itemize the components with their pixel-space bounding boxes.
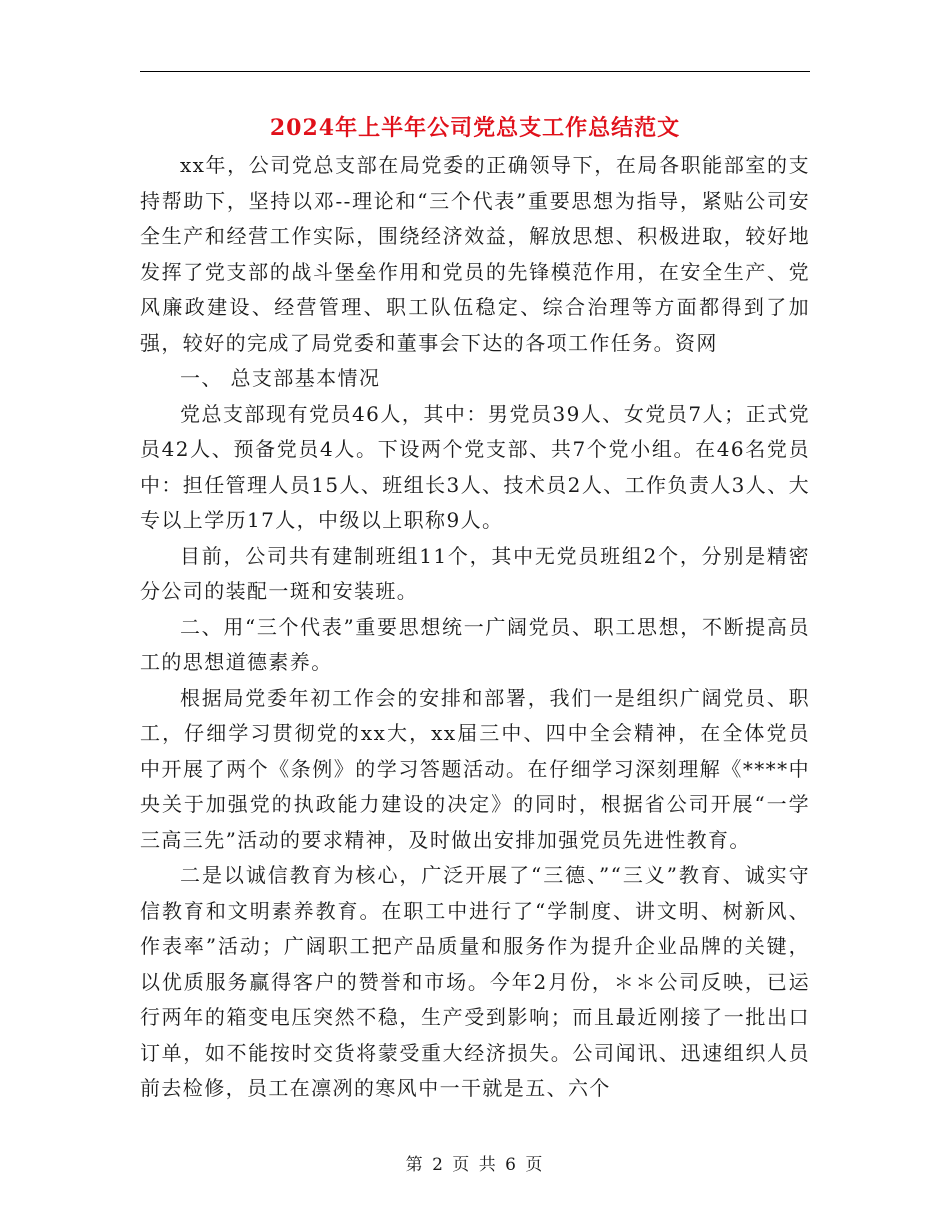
paragraph-teams: 目前，公司共有建制班组11个，其中无党员班组2个，分别是精密分公司的装配一斑和安装班。	[140, 543, 810, 603]
section-heading-2: 二、用“三个代表”重要思想统一广阔党员、职工思想，不断提高员工的思想道德素养。	[140, 614, 810, 674]
document-body	[140, 148, 810, 1107]
section-heading-1: 一、 总支部基本情况	[180, 366, 381, 390]
paragraph-study: 根据局党委年初工作会的安排和部署，我们一是组织广阔党员、职工，仔细学习贯彻党的xx大，xx届三中、四中全会精神，在全体党员中开展了两个《条例》的学习答题活动。在仔细学习深刻理解《****中央关于加强党的执政能力建设的决定》的同时，根据省公司开展“一学三高三先”活动的要求精神，及时做出安排加强党员先进性教育。	[140, 685, 810, 852]
paragraph-membership: 党总支部现有党员46人，其中：男党员39人、女党员7人；正式党员42人、预备党员4人。下设两个党支部、共7个党小组。在46名党员中：担任管理人员15人、班组长3人、技术员2人、工作负责人3人、大专以上学历17人，中级以上职称9人。	[140, 401, 810, 532]
paragraph-intro: xx年，公司党总支部在局党委的正确领导下，在局各职能部室的支持帮助下，坚持以邓--理论和“三个代表”重要思想为指导，紧贴公司安全生产和经营工作实际，围绕经济效益，解放思想、积极进取，较好地发挥了党支部的战斗堡垒作用和党员的先锋模范作用，在安全生产、党风廉政建设、经营管理、职工队伍稳定、综合治理等方面都得到了加强，较好的完成了局党委和董事会下达的各项工作任务。资网	[140, 153, 810, 355]
document-title: 2024年上半年公司党总支工作总结范文	[269, 115, 681, 141]
paragraph-integrity: 二是以诚信教育为核心，广泛开展了“三德、”“三义”教育、诚实守信教育和文明素养教育。在职工中进行了“学制度、讲文明、树新风、作表率”活动；广阔职工把产品质量和服务作为提升企业品牌的关键，以优质服务赢得客户的赞誉和市场。今年2月份，＊＊公司反映，已运行两年的箱变电压突然不稳，生产受到影响；而且最近刚接了一批出口订单，如不能按时交货将蒙受重大经济损失。公司闻讯、迅速组织人员前去检修，员工在凛冽的寒风中一干就是五、六个	[140, 863, 810, 1100]
page-number-footer: 第 2 页 共 6 页	[405, 1155, 545, 1175]
header-rule	[140, 71, 810, 72]
